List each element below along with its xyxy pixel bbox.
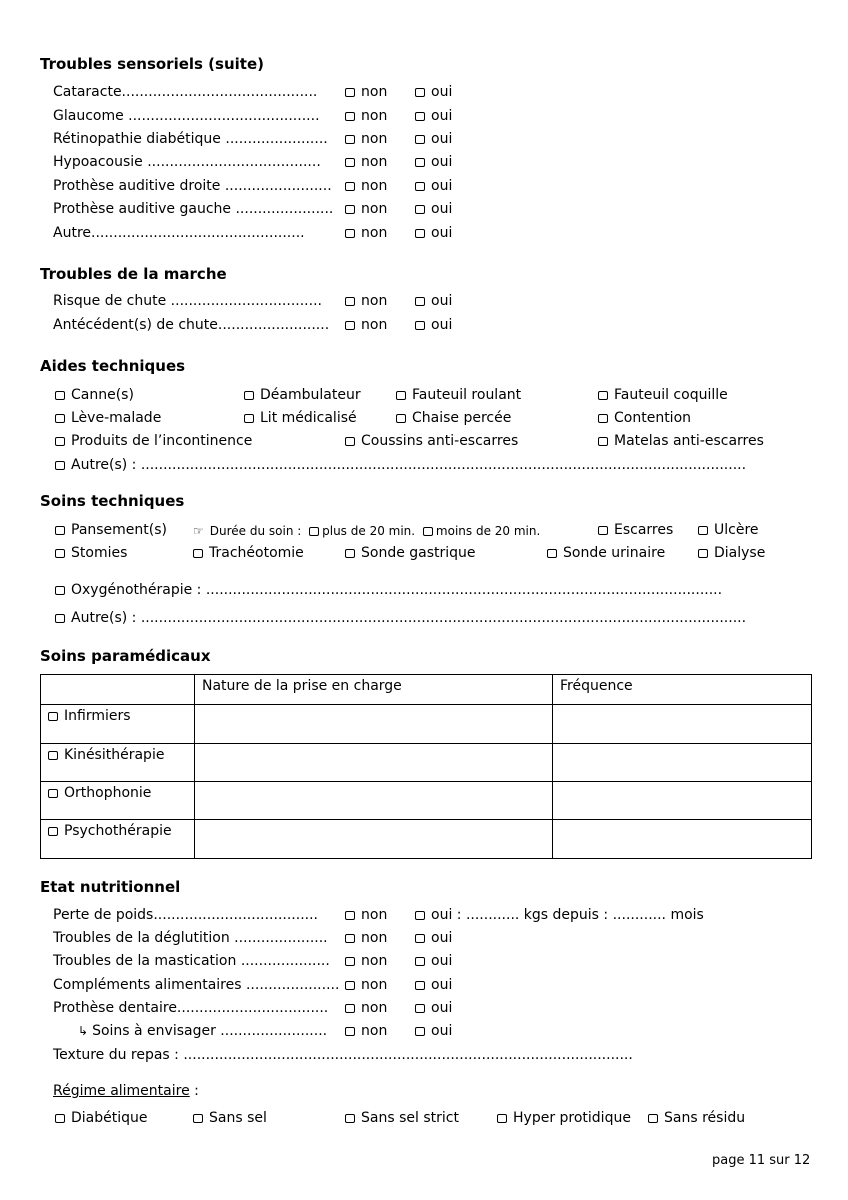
option-lit-medicalise[interactable]: Lit médicalisé — [244, 409, 357, 427]
option-oui[interactable]: oui — [415, 83, 452, 101]
option-hyper-protidique[interactable]: Hyper protidique — [497, 1109, 631, 1127]
option-pansement[interactable]: Pansement(s) — [55, 521, 167, 539]
table-row — [41, 705, 812, 744]
checkbox[interactable] — [48, 712, 58, 721]
checkbox[interactable] — [345, 297, 355, 306]
checkbox[interactable] — [415, 981, 425, 990]
table-row — [41, 820, 812, 859]
option-non[interactable]: non — [345, 83, 387, 101]
option-dialyse[interactable]: Dialyse — [698, 544, 765, 562]
row-label: Prothèse auditive droite ........................ — [53, 178, 332, 194]
header-frequence: Fréquence — [553, 675, 812, 705]
checkbox[interactable] — [55, 614, 65, 623]
row-label: Risque de chute .................................. — [53, 293, 322, 309]
checkbox[interactable] — [415, 1027, 425, 1036]
option-matelas[interactable]: Matelas anti-escarres — [598, 432, 764, 450]
option-non[interactable]: non — [345, 929, 387, 947]
checkbox[interactable] — [415, 911, 425, 920]
checkbox[interactable] — [345, 88, 355, 97]
row-label: Compléments alimentaires ..................... — [53, 977, 340, 993]
checkbox[interactable] — [415, 934, 425, 943]
checkbox[interactable] — [415, 1004, 425, 1013]
checkbox[interactable] — [415, 205, 425, 214]
checkbox[interactable] — [345, 1027, 355, 1036]
checkbox-plus-20[interactable] — [309, 527, 319, 536]
option-oui[interactable]: oui — [415, 224, 452, 242]
header-empty-cell — [41, 675, 195, 705]
section-title-marche: Troubles de la marche — [40, 265, 227, 283]
checkbox[interactable] — [415, 321, 425, 330]
row-label: Glaucome ........................................... — [53, 108, 320, 124]
checkbox[interactable] — [415, 135, 425, 144]
checkbox[interactable] — [415, 957, 425, 966]
checkbox[interactable] — [415, 297, 425, 306]
checkbox[interactable] — [55, 391, 65, 400]
checkbox[interactable] — [698, 526, 708, 535]
option-oui[interactable]: oui — [415, 929, 452, 947]
row-label-sub: ↳ Soins à envisager ........................ — [78, 1023, 328, 1039]
checkbox[interactable] — [48, 827, 58, 836]
option-non[interactable]: non — [345, 107, 387, 125]
frequence-cell[interactable] — [553, 782, 812, 820]
checkbox[interactable] — [345, 934, 355, 943]
checkbox[interactable] — [497, 1114, 507, 1123]
checkbox[interactable] — [55, 414, 65, 423]
checkbox[interactable] — [598, 391, 608, 400]
checkbox[interactable] — [698, 549, 708, 558]
checkbox[interactable] — [396, 414, 406, 423]
header-nature: Nature de la prise en charge — [195, 675, 553, 705]
checkbox[interactable] — [415, 182, 425, 191]
checkbox[interactable] — [345, 911, 355, 920]
checkbox[interactable] — [345, 549, 355, 558]
nature-cell[interactable] — [195, 820, 553, 859]
row-label: Cataracte............................................ — [53, 84, 318, 100]
row-label: Troubles de la déglutition ..................... — [53, 930, 328, 946]
table-row — [41, 782, 812, 820]
nature-cell[interactable] — [195, 705, 553, 744]
checkbox[interactable] — [244, 414, 254, 423]
row-label-cell[interactable]: Infirmiers — [41, 705, 195, 744]
checkbox[interactable] — [55, 437, 65, 446]
row-label: Hypoacousie ....................................... — [53, 154, 321, 170]
checkbox[interactable] — [55, 526, 65, 535]
checkbox[interactable] — [598, 414, 608, 423]
duree-soin: ☞ Durée du soin : plus de 20 min. moins de 20 min. — [193, 524, 541, 538]
row-label: Autre................................................ — [53, 225, 305, 241]
option-oxygenotherapie[interactable]: Oxygénothérapie : .................................................................................................................... — [55, 581, 722, 599]
option-autres-soins[interactable]: Autre(s) : ........................................................................................................................................ — [55, 609, 746, 627]
option-oui[interactable]: oui — [415, 177, 452, 195]
option-non[interactable]: non — [345, 153, 387, 171]
checkbox[interactable] — [547, 549, 557, 558]
checkbox[interactable] — [193, 549, 203, 558]
checkbox[interactable] — [345, 229, 355, 238]
checkbox[interactable] — [55, 549, 65, 558]
checkbox[interactable] — [345, 158, 355, 167]
row-label: Perte de poids..................................... — [53, 907, 318, 923]
option-oui[interactable]: oui — [415, 107, 452, 125]
option-oui[interactable]: oui — [415, 130, 452, 148]
option-non[interactable]: non — [345, 1022, 387, 1040]
table-row — [41, 744, 812, 782]
checkbox[interactable] — [193, 1114, 203, 1123]
checkbox[interactable] — [415, 229, 425, 238]
regime-label: Régime alimentaire : — [53, 1083, 199, 1099]
checkbox[interactable] — [345, 321, 355, 330]
checkbox[interactable] — [345, 112, 355, 121]
para-table — [40, 674, 812, 859]
option-non[interactable]: non — [345, 952, 387, 970]
option-sans-sel-strict[interactable]: Sans sel strict — [345, 1109, 459, 1127]
row-label-cell[interactable]: Orthophonie — [41, 782, 195, 820]
checkbox[interactable] — [55, 1114, 65, 1123]
checkbox[interactable] — [598, 437, 608, 446]
row-label-cell[interactable]: Kinésithérapie — [41, 744, 195, 782]
table-header-row — [41, 675, 812, 705]
option-canne[interactable]: Canne(s) — [55, 386, 134, 404]
frequence-cell[interactable] — [553, 744, 812, 782]
option-leve-malade[interactable]: Lève-malade — [55, 409, 161, 427]
option-oui[interactable]: oui — [415, 976, 452, 994]
row-label-cell[interactable]: Psychothérapie — [41, 820, 195, 859]
option-non[interactable]: non — [345, 200, 387, 218]
checkbox[interactable] — [55, 586, 65, 595]
section-title-sensoriels: Troubles sensoriels (suite) — [40, 55, 264, 73]
option-non[interactable]: non — [345, 976, 387, 994]
option-sonde-urinaire[interactable]: Sonde urinaire — [547, 544, 665, 562]
nature-cell[interactable] — [195, 744, 553, 782]
row-label: Rétinopathie diabétique ....................... — [53, 131, 328, 147]
checkbox-moins-20[interactable] — [423, 527, 433, 536]
option-oui[interactable]: oui — [415, 153, 452, 171]
row-label: Troubles de la mastication .................... — [53, 953, 330, 969]
option-sonde-gastrique[interactable]: Sonde gastrique — [345, 544, 476, 562]
option-produits-incontinence[interactable]: Produits de l’incontinence — [55, 432, 252, 450]
frequence-cell[interactable] — [553, 820, 812, 859]
checkbox[interactable] — [415, 158, 425, 167]
checkbox[interactable] — [415, 88, 425, 97]
option-non[interactable]: non — [345, 224, 387, 242]
option-oui-poids[interactable]: oui : ............ kgs depuis : ............ mois — [415, 906, 704, 924]
option-coussins[interactable]: Coussins anti-escarres — [345, 432, 518, 450]
option-oui[interactable]: oui — [415, 952, 452, 970]
section-title-nutrition: Etat nutritionnel — [40, 878, 181, 896]
checkbox[interactable] — [345, 182, 355, 191]
option-non[interactable]: non — [345, 316, 387, 334]
option-fauteuil-roulant[interactable]: Fauteuil roulant — [396, 386, 521, 404]
option-deambulateur[interactable]: Déambulateur — [244, 386, 361, 404]
checkbox[interactable] — [244, 391, 254, 400]
option-non[interactable]: non — [345, 130, 387, 148]
option-autres-aides[interactable]: Autre(s) : ........................................................................................................................................ — [55, 456, 746, 474]
section-title-soins: Soins techniques — [40, 492, 185, 510]
row-label: Antécédent(s) de chute......................... — [53, 317, 330, 333]
checkbox[interactable] — [345, 205, 355, 214]
option-oui[interactable]: oui — [415, 316, 452, 334]
checkbox[interactable] — [648, 1114, 658, 1123]
checkbox[interactable] — [48, 751, 58, 760]
option-fauteuil-coquille[interactable]: Fauteuil coquille — [598, 386, 728, 404]
option-non[interactable]: non — [345, 906, 387, 924]
checkbox[interactable] — [55, 461, 65, 470]
option-non[interactable]: non — [345, 999, 387, 1017]
option-non[interactable]: non — [345, 177, 387, 195]
checkbox[interactable] — [48, 789, 58, 798]
checkbox[interactable] — [345, 981, 355, 990]
option-escarres[interactable]: Escarres — [598, 521, 673, 539]
checkbox[interactable] — [598, 526, 608, 535]
hand-pointer-icon: ☞ — [193, 524, 204, 538]
row-label: Prothèse dentaire.................................. — [53, 1000, 329, 1016]
page-number: page 11 sur 12 — [712, 1153, 811, 1168]
option-contention[interactable]: Contention — [598, 409, 691, 427]
checkbox[interactable] — [345, 135, 355, 144]
option-oui[interactable]: oui — [415, 999, 452, 1017]
option-chaise-percee[interactable]: Chaise percée — [396, 409, 511, 427]
option-sans-residu[interactable]: Sans résidu — [648, 1109, 745, 1127]
nature-cell[interactable] — [195, 782, 553, 820]
checkbox[interactable] — [345, 437, 355, 446]
option-oui[interactable]: oui — [415, 292, 452, 310]
arrow-return-icon: ↳ — [78, 1024, 89, 1038]
checkbox[interactable] — [345, 1114, 355, 1123]
option-stomies[interactable]: Stomies — [55, 544, 127, 562]
checkbox[interactable] — [415, 112, 425, 121]
section-title-aides: Aides techniques — [40, 357, 186, 375]
option-non[interactable]: non — [345, 292, 387, 310]
texture-repas[interactable]: Texture du repas : ..................................................................................................... — [53, 1047, 633, 1063]
section-title-para: Soins paramédicaux — [40, 647, 211, 665]
option-tracheotomie[interactable]: Trachéotomie — [193, 544, 304, 562]
option-ulcere[interactable]: Ulcère — [698, 521, 759, 539]
option-diabetique[interactable]: Diabétique — [55, 1109, 148, 1127]
option-oui[interactable]: oui — [415, 200, 452, 218]
option-oui[interactable]: oui — [415, 1022, 452, 1040]
row-label: Prothèse auditive gauche ...................... — [53, 201, 334, 217]
checkbox[interactable] — [396, 391, 406, 400]
checkbox[interactable] — [345, 957, 355, 966]
checkbox[interactable] — [345, 1004, 355, 1013]
option-sans-sel[interactable]: Sans sel — [193, 1109, 267, 1127]
frequence-cell[interactable] — [553, 705, 812, 744]
